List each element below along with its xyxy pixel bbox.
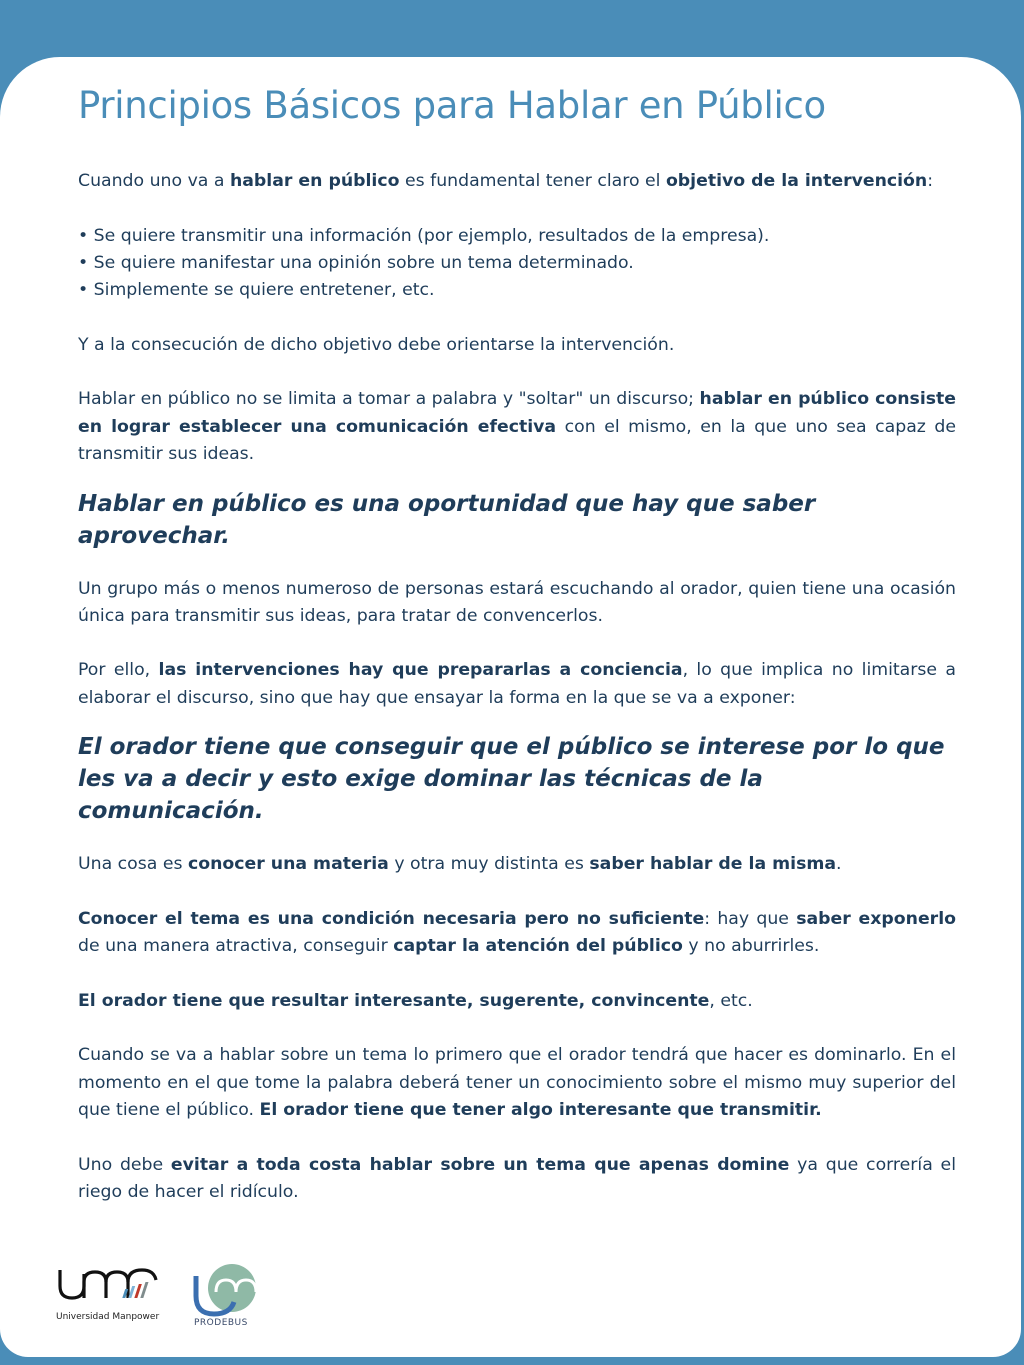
text-run: Cuando uno va a — [78, 171, 230, 191]
footer-logos — [56, 1262, 286, 1332]
bold-run: captar la atención del público — [393, 936, 683, 957]
text-run: ya que correría el riego de hacer el ridículo. — [78, 1154, 956, 1202]
text-run: Una cosa es — [78, 854, 188, 875]
text-run: y otra muy distinta es — [388, 854, 590, 875]
text-run: y no aburrirles. — [682, 936, 820, 957]
bold-run: saber hablar de la misma — [589, 854, 837, 875]
prodebus-caption: PRODEBUS — [194, 1318, 248, 1328]
text-run: , etc. — [709, 990, 753, 1011]
bold-run: las intervenciones hay que prepararlas a conciencia — [158, 660, 683, 681]
document-body — [78, 168, 956, 1234]
paragraph-preparation — [78, 657, 956, 712]
text-run: Por ello, — [78, 660, 159, 681]
text-run: : — [927, 171, 934, 191]
paragraph-objective: Y a la consecución de dicho objetivo debe orientarse la intervención. — [78, 334, 675, 355]
bullet-item: • Se quiere manifestar una opinión sobre un tema determinado. — [78, 252, 634, 273]
text-run: Cuando se va a hablar sobre un tema lo primero que el orador tendrá que hacer es dominarlo. En el momento en el que tome la palabra deberá tener un conocimiento sobre el mismo muy superior del que tiene el público. — [78, 1045, 956, 1121]
paragraph-knowledge — [78, 906, 956, 961]
bold-run: Conocer el tema es una condición necesaria pero no suficiente — [78, 908, 705, 929]
paragraph-avoid — [78, 1152, 956, 1207]
text-run: es fundamental tener claro el — [399, 171, 666, 191]
bold-run: El orador tiene que tener algo interesante que transmitir. — [259, 1100, 822, 1121]
bold-run: hablar en público — [229, 171, 400, 191]
paragraph-interesting — [78, 988, 956, 1015]
text-run: Uno debe — [78, 1154, 171, 1175]
bullet-item: • Se quiere transmitir una información (por ejemplo, resultados de la empresa). — [78, 225, 770, 246]
paragraph-communication — [78, 386, 956, 468]
bold-run: El orador tiene que resultar interesante, sugerente, convincente — [78, 990, 710, 1011]
highlight-opportunity: Hablar en público es una oportunidad que hay que saber aprovechar. — [78, 490, 816, 549]
paragraph-intro — [78, 168, 956, 195]
bullet-item: • Simplemente se quiere entretener, etc. — [78, 280, 435, 301]
bold-run: evitar a toda costa hablar sobre un tema que apenas domine — [170, 1154, 790, 1175]
paragraph-subject — [78, 851, 956, 878]
bullet-list — [78, 223, 956, 305]
text-run: Hablar en público no se limita a tomar a palabra y "soltar" un discurso; — [78, 389, 700, 410]
text-run: . — [836, 854, 842, 875]
um-caption: Universidad Manpower — [56, 1312, 160, 1322]
text-run: de una manera atractiva, conseguir — [78, 936, 394, 957]
paragraph-audience: Un grupo más o menos numeroso de personas estará escuchando al orador, quien tiene una ocasión única para transmitir sus ideas, para tratar de convencerlos. — [78, 578, 956, 626]
text-run: : hay que — [704, 908, 797, 929]
page-title: Principios Básicos para Hablar en Público — [78, 84, 826, 127]
bold-run: conocer una materia — [187, 854, 389, 875]
text-run: con el mismo, en la que uno sea capaz de transmitir sus ideas. — [78, 416, 956, 464]
bold-run: hablar en público consiste en lograr establecer una comunicación efectiva — [78, 389, 957, 437]
bold-run: saber exponerlo — [796, 908, 956, 929]
text-run: , lo que implica no limitarse a elaborar el discurso, sino que hay que ensayar la forma en la que se va a exponer: — [78, 660, 956, 708]
highlight-orator: El orador tiene que conseguir que el público se interese por lo que les va a decir y esto exige dominar las técnicas de la comunicación. — [78, 734, 945, 825]
paragraph-mastery — [78, 1042, 956, 1124]
bold-run: objetivo de la intervención — [665, 171, 928, 191]
